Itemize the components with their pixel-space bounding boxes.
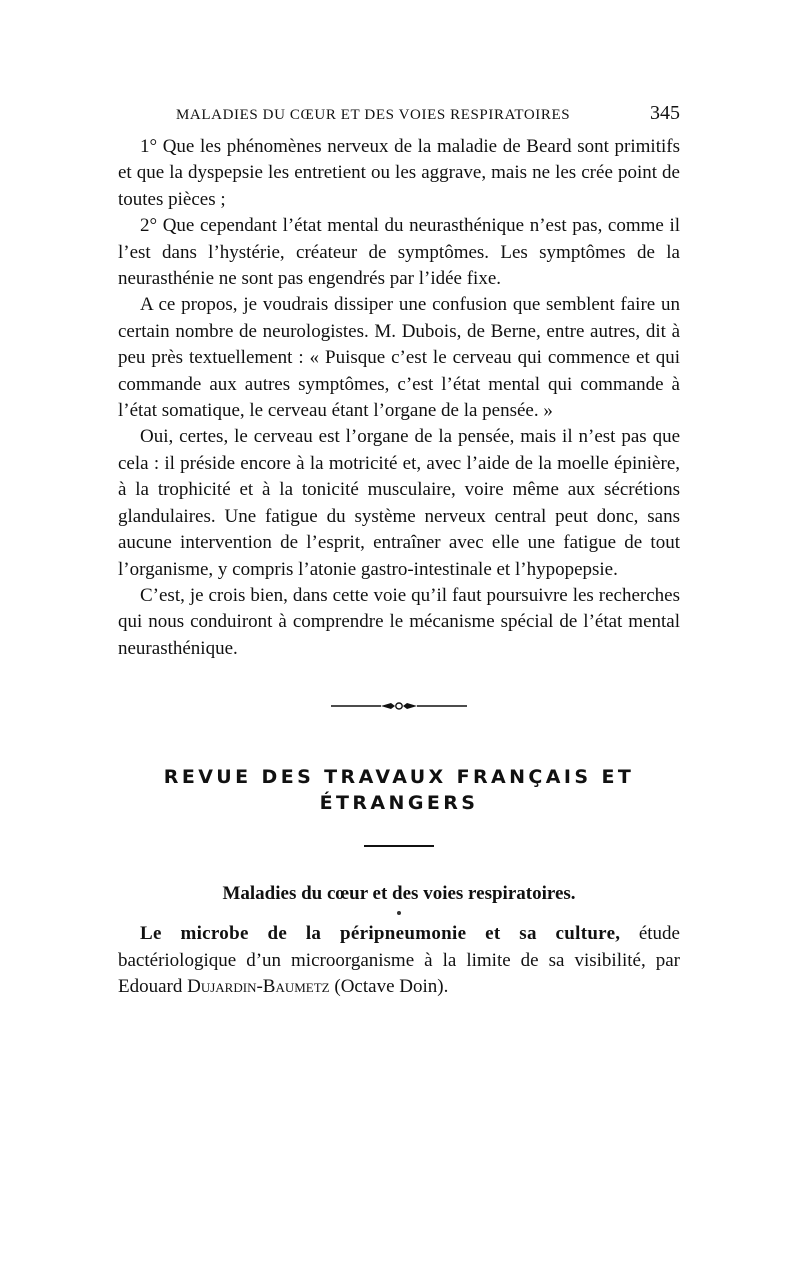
paragraph: C’est, je crois bien, dans cette voie qu’il faut poursuivre les recherches qui nous conduiront à comprendre le mécanisme spécial de l’état mental neurasthénique. <box>118 584 680 659</box>
paragraph: 1° Que les phénomènes nerveux de la maladie de Beard sont primitifs et que la dyspepsie les entretient ou les aggrave, mais ne les crée point de toutes pièces ; <box>118 136 680 210</box>
paragraph: 2° Que cependant l’état mental du neurasthénique n’est pas, comme il l’est dans l’hystérie, créateur de symptômes. Les symptômes de la neurasthénie ne sont pas engendrés par l’idée fixe. <box>118 215 680 290</box>
entry-title: Le microbe de la péripneumonie et sa culture, <box>140 923 621 945</box>
running-header <box>176 102 680 126</box>
title-rule <box>364 845 434 847</box>
entry-author: Dujardin-Baumetz <box>187 976 330 998</box>
dot-mark-icon <box>397 911 401 915</box>
subsection-title: Maladies du cœur et des voies respiratoires. <box>222 883 576 905</box>
paragraph: A ce propos, je voudrais dissiper une confusion que semblent faire un certain nombre de neurologistes. M. Dubois, de Berne, entre autres, dit à peu près textuellement : « Puisque c’est le cerveau qui commence et qui commande aux autres symptômes, c’est l’état mental qui commande à l’état somatique, le cerveau étant l’organe de la pensée. » <box>118 294 680 422</box>
ornament-divider-icon <box>329 700 469 712</box>
entry-publisher: (Octave Doin). <box>329 976 449 998</box>
review-entry <box>118 921 680 1001</box>
paragraph: Oui, certes, le cerveau est l’organe de la pensée, mais il n’est pas que cela : il préside encore à la motricité et, avec l’aide de la moelle épinière, à la trophicité et à la tonicité musculaire, voire même aux sécrétions glandulaires. Une fatigue du système nerveux central peut donc, sans aucune intervention de l’esprit, entraîner avec elle une fatigue de tout l’organisme, y compris l’atonie gastro-intestinale et l’hypopepsie. <box>118 426 680 580</box>
running-title: MALADIES DU CŒUR ET DES VOIES RESPIRATOIRES <box>176 107 571 123</box>
entry-description: étude bactériologique d’un microorganisme à la limite de sa visibilité, par Edouard <box>118 923 680 998</box>
section-title: REVUE DES TRAVAUX FRANÇAIS ET ÉTRANGERS <box>163 766 635 815</box>
page-number: 345 <box>650 102 680 124</box>
book-page <box>118 102 680 1001</box>
body-text <box>118 134 680 662</box>
